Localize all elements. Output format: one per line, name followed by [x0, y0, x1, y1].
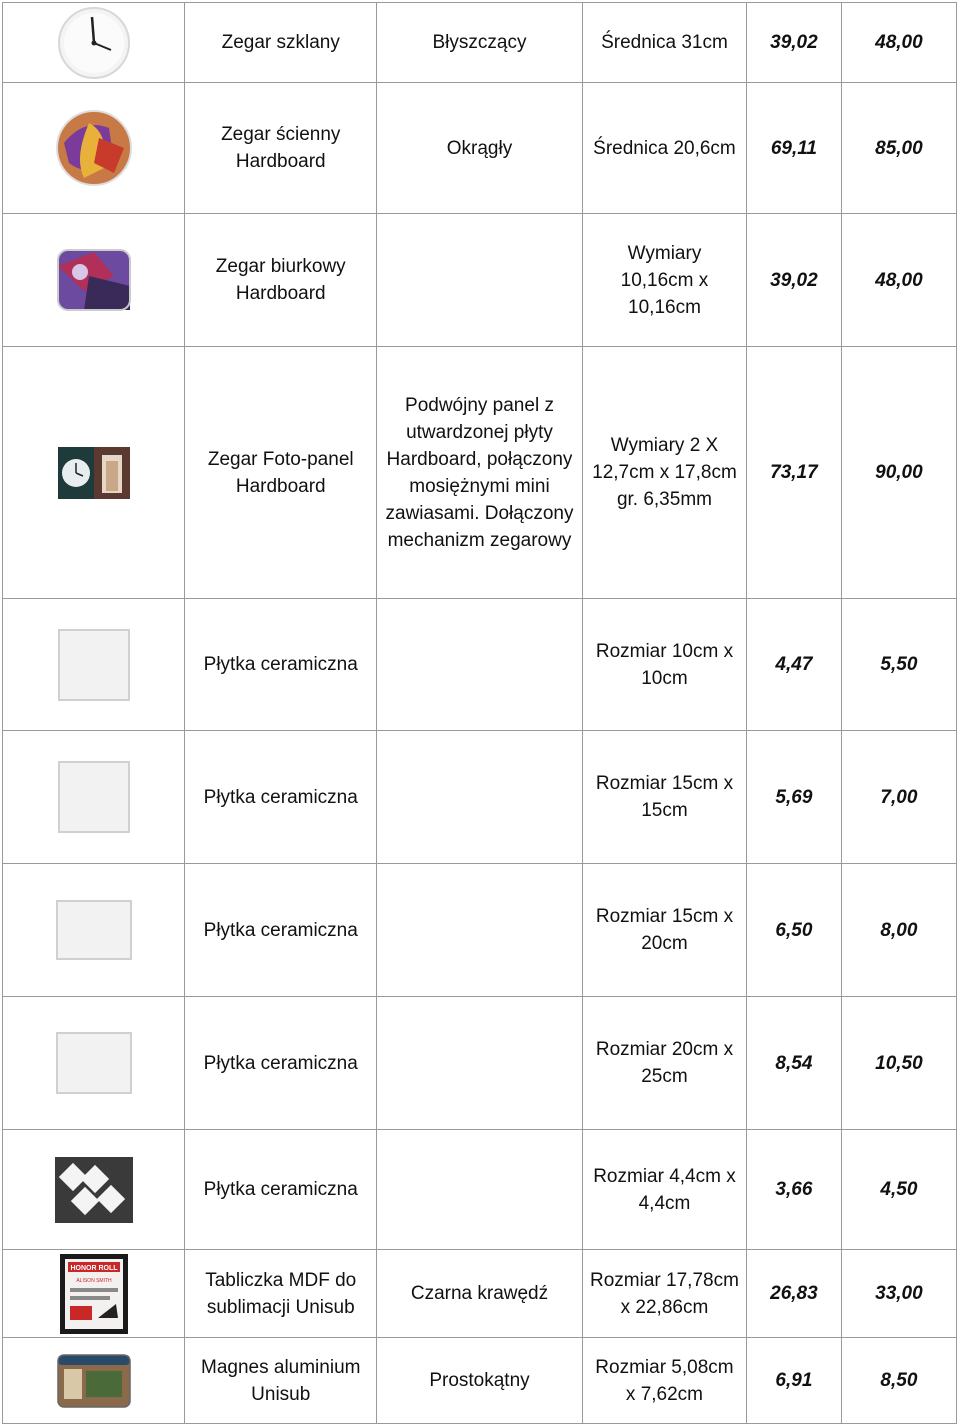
product-image-cell	[3, 347, 185, 599]
product-image-cell	[3, 1130, 185, 1250]
table-row	[3, 1338, 957, 1424]
product-name: Zegar ścienny Hardboard	[185, 83, 377, 214]
table-row	[3, 347, 957, 599]
product-name: Zegar biurkowy Hardboard	[185, 214, 377, 347]
gross-price: 33,00	[841, 1250, 956, 1338]
net-price: 4,47	[747, 599, 842, 731]
product-type: Błyszczący	[377, 3, 583, 83]
gross-price: 4,50	[841, 1130, 956, 1250]
glass-clock-thumbnail	[54, 5, 134, 81]
net-price: 5,69	[747, 731, 842, 864]
net-price: 39,02	[747, 214, 842, 347]
product-size: Rozmiar 4,4cm x 4,4cm	[582, 1130, 746, 1250]
photo-panel-clock-thumbnail	[56, 441, 132, 505]
product-image-cell	[3, 3, 185, 83]
product-name: Tabliczka MDF do sublimacji Unisub	[185, 1250, 377, 1338]
product-size: Średnica 31cm	[582, 3, 746, 83]
product-type	[377, 1130, 583, 1250]
product-type	[377, 214, 583, 347]
product-size: Wymiary 2 X 12,7cm x 17,8cm gr. 6,35mm	[582, 347, 746, 599]
gross-price: 10,50	[841, 997, 956, 1130]
gross-price: 48,00	[841, 3, 956, 83]
net-price: 6,91	[747, 1338, 842, 1424]
product-image-cell	[3, 864, 185, 997]
net-price: 3,66	[747, 1130, 842, 1250]
aluminium-magnet-thumbnail	[56, 1351, 132, 1411]
product-name: Płytka ceramiczna	[185, 599, 377, 731]
net-price: 69,11	[747, 83, 842, 214]
product-type	[377, 599, 583, 731]
product-image-cell	[3, 599, 185, 731]
gross-price: 90,00	[841, 347, 956, 599]
table-row	[3, 83, 957, 214]
table-row	[3, 3, 957, 83]
product-size: Rozmiar 5,08cm x 7,62cm	[582, 1338, 746, 1424]
table-row	[3, 997, 957, 1130]
product-name: Płytka ceramiczna	[185, 731, 377, 864]
ceramic-tile-thumbnail	[54, 1030, 134, 1096]
product-image-cell	[3, 1338, 185, 1424]
product-name: Płytka ceramiczna	[185, 997, 377, 1130]
mdf-plaque-thumbnail	[58, 1252, 130, 1336]
net-price: 39,02	[747, 3, 842, 83]
net-price: 6,50	[747, 864, 842, 997]
table-row	[3, 599, 957, 731]
net-price: 73,17	[747, 347, 842, 599]
product-type: Podwójny panel z utwardzonej płyty Hardboard, połączony mosiężnymi mini zawiasami. Dołączony mechanizm zegarowy	[377, 347, 583, 599]
product-price-table	[2, 2, 957, 1424]
product-type: Prostokątny	[377, 1338, 583, 1424]
gross-price: 5,50	[841, 599, 956, 731]
product-size: Rozmiar 10cm x 10cm	[582, 599, 746, 731]
product-type: Czarna krawędź	[377, 1250, 583, 1338]
product-name: Płytka ceramiczna	[185, 864, 377, 997]
ceramic-tile-thumbnail	[56, 759, 132, 835]
product-type	[377, 731, 583, 864]
ceramic-tile-thumbnail	[56, 627, 132, 703]
gross-price: 85,00	[841, 83, 956, 214]
gross-price: 7,00	[841, 731, 956, 864]
product-image-cell	[3, 83, 185, 214]
product-image-cell	[3, 214, 185, 347]
product-size: Średnica 20,6cm	[582, 83, 746, 214]
small-tiles-thumbnail	[55, 1157, 133, 1223]
table-row	[3, 1250, 957, 1338]
table-row	[3, 1130, 957, 1250]
gross-price: 48,00	[841, 214, 956, 347]
product-type	[377, 864, 583, 997]
gross-price: 8,50	[841, 1338, 956, 1424]
gross-price: 8,00	[841, 864, 956, 997]
net-price: 26,83	[747, 1250, 842, 1338]
net-price: 8,54	[747, 997, 842, 1130]
product-size: Rozmiar 20cm x 25cm	[582, 997, 746, 1130]
product-image-cell	[3, 731, 185, 864]
plaque-title-text: HONOR ROLL	[70, 1264, 118, 1272]
product-size: Rozmiar 15cm x 20cm	[582, 864, 746, 997]
product-image-cell	[3, 997, 185, 1130]
product-name: Magnes aluminium Unisub	[185, 1338, 377, 1424]
product-name: Płytka ceramiczna	[185, 1130, 377, 1250]
product-size: Rozmiar 17,78cm x 22,86cm	[582, 1250, 746, 1338]
product-image-cell	[3, 1250, 185, 1338]
table-row	[3, 731, 957, 864]
table-row	[3, 864, 957, 997]
product-size: Rozmiar 15cm x 15cm	[582, 731, 746, 864]
ceramic-tile-thumbnail	[54, 898, 134, 962]
table-row	[3, 214, 957, 347]
product-name: Zegar szklany	[185, 3, 377, 83]
plaque-subtitle-text: ALISON SMITH	[76, 1277, 112, 1284]
product-name: Zegar Foto-panel Hardboard	[185, 347, 377, 599]
product-size: Wymiary 10,16cm x 10,16cm	[582, 214, 746, 347]
round-wall-clock-thumbnail	[54, 108, 134, 188]
desk-clock-thumbnail	[54, 246, 134, 314]
product-type	[377, 997, 583, 1130]
product-type: Okrągły	[377, 83, 583, 214]
